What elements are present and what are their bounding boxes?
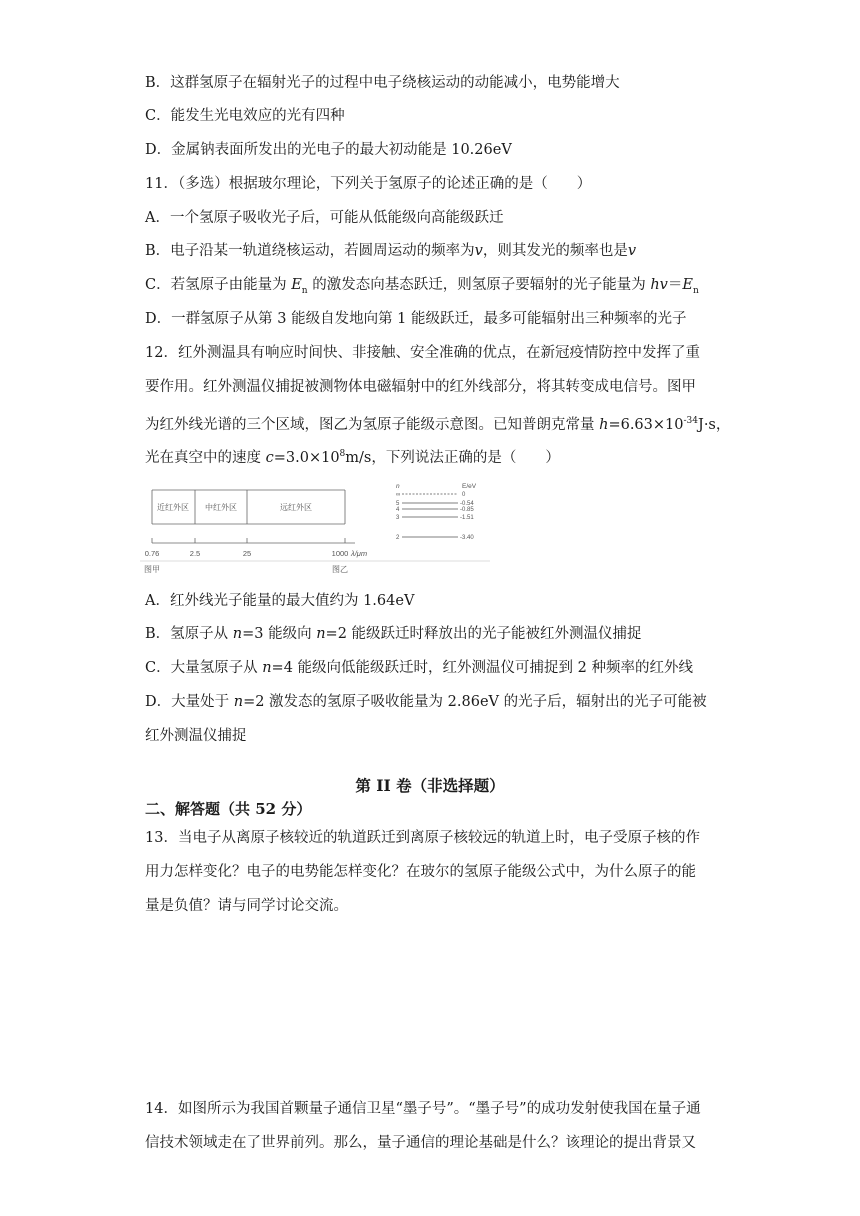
q11-option-d: D．一群氢原子从第 3 能级自发地向第 1 能级跃迁，最多可能辐射出三种频率的光子: [145, 311, 687, 327]
energy-level-lines: [402, 494, 458, 537]
q11-option-a: A．一个氢原子吸收光子后，可能从低能级向高能级跃迁: [145, 210, 504, 226]
q13-line2: 用力怎样变化？电子的电势能怎样变化？在玻尔的氢原子能级公式中，为什么原子的能: [145, 864, 696, 880]
level-e-3: -1.51: [460, 515, 474, 521]
levels-header-e: E/eV: [462, 483, 477, 490]
infrared-spectrum-band: [152, 490, 355, 543]
level-e-2: -3.40: [460, 535, 474, 541]
level-n-3: 3: [396, 515, 400, 521]
tick-label-2-5: 2.5: [189, 549, 201, 558]
q12-stem-line2: 要作用。红外测温仪捕捉被测物体电磁辐射中的红外线部分，将其转变成电信号。图甲: [145, 379, 696, 395]
level-n-inf: ∞: [396, 492, 401, 498]
level-e-5: -0.54: [460, 501, 474, 507]
q13-line1: 13．当电子从离原子核较近的轨道跃迁到离原子核较远的轨道上时，电子受原子核的作: [145, 830, 700, 846]
q12-option-a: A．红外线光子能量的最大值约为 1.64eV: [145, 593, 415, 609]
axis-label-wavelength: λ/μm: [351, 549, 368, 558]
caption-figure-b: 图乙: [332, 565, 348, 574]
tick-label-1000: 1000: [331, 549, 349, 558]
region-mid-label: 中红外区: [205, 503, 237, 512]
q14-line2: 信技术领域走在了世界前列。那么，量子通信的理论基础是什么？该理论的提出背景又: [145, 1135, 696, 1151]
level-n-2: 2: [396, 535, 400, 541]
level-n-4: 4: [396, 507, 400, 513]
q12-option-d: D．大量处于 n=2 激发态的氢原子吸收能量为 2.86eV 的光子后，辐射出的光子可能被: [145, 694, 707, 710]
q11-stem: 11．（多选）根据玻尔理论，下列关于氢原子的论述正确的是（ ）: [145, 176, 592, 192]
caption-figure-a: 图甲: [144, 565, 160, 574]
infrared-spectrum-and-energy-level-figure: [140, 478, 492, 578]
level-n-5: 5: [396, 501, 400, 507]
part-title: 二、解答题（共 52 分）: [145, 800, 312, 818]
region-near-label: 近红外区: [157, 503, 189, 512]
section-title: 第 II 卷（非选择题）: [355, 776, 505, 795]
q12-stem-line4: 光在真空中的速度 $c=3.0\times 10^8m/s$，下列说法正确的是（ ）: [145, 449, 560, 466]
q12-option-b: B．氢原子从 n=3 能级向 n=2 能级跃迁时释放出的光子能被红外测温仪捕捉: [145, 626, 642, 642]
region-far-label: 远红外区: [280, 503, 312, 512]
tick-label-0-76: 0.76: [144, 549, 160, 558]
q10-option-b: B．这群氢原子在辐射光子的过程中电子绕核运动的动能减小，电势能增大: [145, 75, 620, 91]
levels-header-n: n: [396, 483, 400, 490]
q10-option-c: C．能发生光电效应的光有四种: [145, 108, 345, 124]
q11-option-c: C．若氢原子由能量为 $E_n$ 的激发态向基态跃迁，则氢原子要辐射的光子能量为 $hv=E_n$: [145, 277, 699, 296]
q12-stem-line3: 为红外线光谱的三个区域，图乙为氢原子能级示意图。已知普朗克常量 $h=6.63\times 10^{-34}J\cdot s$，: [145, 416, 731, 433]
level-e-inf: 0: [462, 492, 466, 498]
q11-option-b: B．电子沿某一轨道绕核运动，若圆周运动的频率为v，则其发光的频率也是v: [145, 243, 637, 259]
level-e-4: -0.85: [460, 507, 474, 513]
tick-label-25: 25: [242, 549, 252, 558]
q10-option-d: D．金属钠表面所发出的光电子的最大初动能是 10.26eV: [145, 142, 512, 158]
q12-option-d-line2: 红外测温仪捕捉: [145, 728, 247, 744]
q12-stem-line1: 12．红外测温具有响应时间快、非接触、安全准确的优点，在新冠疫情防控中发挥了重: [145, 345, 700, 361]
q14-line1: 14．如图所示为我国首颗量子通信卫星“墨子号”。“墨子号”的成功发射使我国在量子通: [145, 1101, 701, 1117]
q13-line3: 量是负值？请与同学讨论交流。: [145, 898, 348, 914]
q12-option-c: C．大量氢原子从 n=4 能级向低能级跃迁时，红外测温仪可捕捉到 2 种频率的红外线: [145, 660, 693, 676]
